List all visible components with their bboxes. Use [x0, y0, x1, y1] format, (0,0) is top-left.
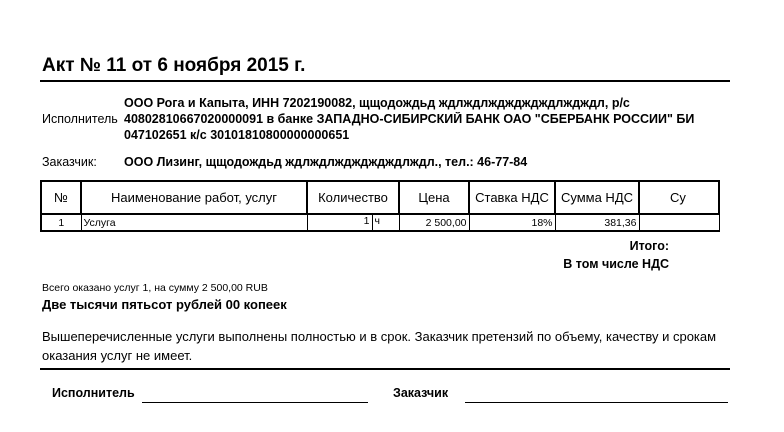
table-header-row: [41, 181, 719, 214]
services-table-viewport: [40, 176, 728, 236]
cell-total: [639, 214, 719, 231]
quantity-unit: ч: [374, 215, 380, 227]
col-header-name: Наименование работ, услуг: [81, 181, 307, 214]
col-header-vat-rate: Ставка НДС: [469, 181, 555, 214]
executor-line-2: 40802810667020000091 в банке ЗАПАДНО-СИБИРСКИЙ БАНК ОАО "СБЕРБАНК РОССИИ" БИ: [124, 112, 695, 126]
table-row: [41, 214, 719, 231]
summary-line: Всего оказано услуг 1, на сумму 2 500,00 RUB: [42, 282, 268, 294]
vat-included-label: В том числе НДС: [563, 257, 669, 271]
customer-signature-line: [465, 402, 728, 403]
cell-vat-sum: 381,36: [555, 214, 639, 231]
title-divider: [40, 80, 730, 82]
customer-label: Заказчик:: [42, 155, 97, 169]
executor-line-1: ООО Рога и Капыта, ИНН 7202190082, щщодождьд ждлждлждждждждлждждл, р/с: [124, 96, 630, 110]
executor-signature-line: [142, 402, 368, 403]
col-header-number: №: [41, 181, 81, 214]
cell-name: Услуга: [81, 214, 307, 231]
amount-in-words: Две тысячи пятьсот рублей 00 копеек: [42, 297, 287, 312]
statement-line-1: Вышеперечисленные услуги выполнены полностью и в срок. Заказчик претензий по объему, качеству и срокам: [42, 329, 717, 344]
executor-signature-label: Исполнитель: [52, 386, 135, 400]
cell-quantity: [307, 214, 399, 231]
quantity-value: 1: [308, 215, 373, 230]
col-header-total: Су: [639, 181, 719, 214]
signature-divider: [40, 368, 730, 370]
total-label: Итого:: [629, 239, 669, 253]
cell-number: 1: [41, 214, 81, 231]
act-title: Акт № 11 от 6 ноября 2015 г.: [42, 55, 306, 76]
customer-text: ООО Лизинг, щщодождьд ждлждлждждждждлждл., тел.: 46-77-84: [124, 155, 528, 169]
col-header-vat-sum: Сумма НДС: [555, 181, 639, 214]
executor-label: Исполнитель: [42, 112, 118, 126]
statement-line-2: оказания услуг не имеет.: [42, 348, 193, 363]
executor-line-3: 047102651 к/с 30101810800000000651: [124, 128, 350, 142]
cell-price: 2 500,00: [399, 214, 469, 231]
customer-signature-label: Заказчик: [393, 386, 449, 400]
cell-vat-rate: 18%: [469, 214, 555, 231]
col-header-quantity: Количество: [307, 181, 399, 214]
services-table: [40, 180, 720, 232]
col-header-price: Цена: [399, 181, 469, 214]
